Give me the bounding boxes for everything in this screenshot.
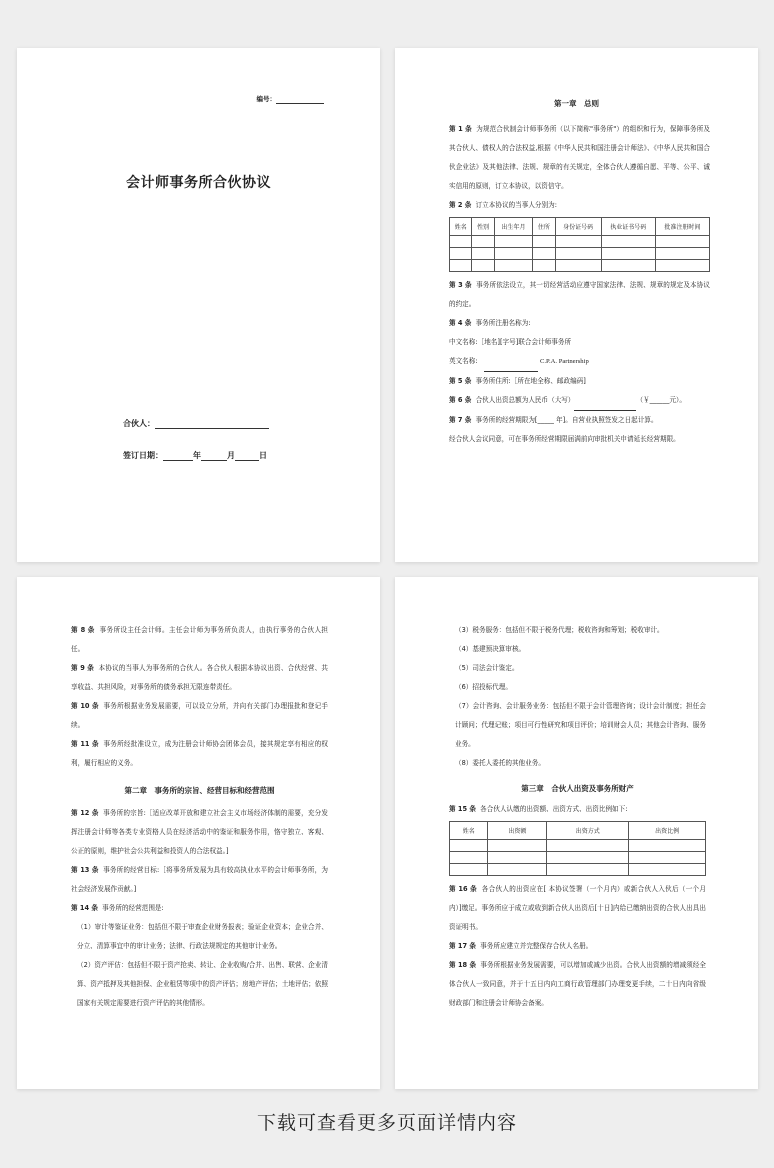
article-7 bbox=[449, 411, 710, 430]
article-text: 事务所经批准设立，成为注册会计师协会团体会员，接其规定享有相应的权利，履行相应的义务。 bbox=[71, 740, 328, 767]
date-label: 签订日期： bbox=[123, 451, 163, 460]
table-row bbox=[450, 260, 710, 272]
number-blank bbox=[276, 95, 324, 104]
scope-item: （3）税务服务：包括但不限于税务代理；税收咨询和筹划；税收审计。 bbox=[455, 626, 664, 634]
article-text-tail: （￥______元）。 bbox=[636, 396, 686, 404]
article-text: 订立本协议的当事人分别为: bbox=[475, 201, 557, 209]
table-row bbox=[450, 248, 710, 260]
table-header-row bbox=[450, 822, 706, 840]
article-13 bbox=[71, 861, 328, 899]
article-12 bbox=[71, 804, 328, 861]
chapter-heading: 第二章 事务所的宗旨、经营目标和经营范围 bbox=[124, 786, 275, 795]
day-blank bbox=[235, 451, 259, 461]
chapter-heading: 第三章 合伙人出资及事务所财产 bbox=[521, 784, 634, 793]
article-7-extension: 经合伙人会议同意，可在事务所经营期限届满前向审批机关申请延长经营期限。 bbox=[449, 435, 680, 443]
scope-item: （7）会计咨询、会计服务业务：包括但不限于会计管理咨询；设计会计制度；担任会计顾问；代理记账；项目可行性研究和项目评价；培训财会人员；其他会计咨询、服务业务。 bbox=[455, 702, 706, 748]
english-name bbox=[449, 352, 710, 372]
column-header: 身份证号码 bbox=[555, 218, 601, 236]
article-text: 事务所的宗旨:［适应改革开放和建立社会主义市场经济体制的需要，充分发挥注册会计师等各类专业资格人员在经济活动中的鉴证和服务作用，恪守独立、客观、公正的原则，维护社会公共利益和投资人的合法权益。] bbox=[71, 809, 328, 855]
column-header: 执业证书号码 bbox=[601, 218, 655, 236]
scope-item: （4）基建预决算审核。 bbox=[455, 645, 526, 653]
page-chapter1 bbox=[395, 48, 758, 562]
page-cover bbox=[17, 48, 380, 562]
article-text: 各合伙人的出资应在[ 本协议签署（一个月内）或新合伙人入伙后（一个月内）]缴足。事务所应于成立或收到新合伙人出资后[十日]内给已缴纳出资的合伙人出具出资证明书。 bbox=[449, 885, 706, 931]
article-number: 第 18 条 bbox=[449, 961, 477, 969]
article-10 bbox=[71, 697, 328, 735]
article-number: 第 1 条 bbox=[449, 125, 472, 133]
article-15 bbox=[449, 800, 706, 819]
column-header: 出资方式 bbox=[547, 822, 629, 840]
article-text: 本协议的当事人为事务所的合伙人。各合伙人根据本协议出资、合伙经营、共享收益、共担风险，对事务所的债务承担无限连带责任。 bbox=[71, 664, 328, 691]
document-title: 会计师事务所合伙协议 bbox=[126, 175, 271, 191]
table-row bbox=[450, 840, 706, 852]
article-number: 第 9 条 bbox=[71, 664, 95, 672]
article-number: 第 5 条 bbox=[449, 377, 472, 385]
article-17 bbox=[449, 937, 706, 956]
amount-blank bbox=[574, 391, 636, 411]
article-6 bbox=[449, 391, 710, 411]
article-5 bbox=[449, 372, 710, 391]
contribution-table bbox=[449, 821, 706, 876]
scope-item: （5）司法会计鉴定。 bbox=[455, 664, 519, 672]
article-number: 第 14 条 bbox=[71, 904, 98, 912]
year-blank bbox=[163, 451, 193, 461]
year-label: 年 bbox=[193, 451, 201, 460]
article-number: 第 10 条 bbox=[71, 702, 99, 710]
article-9 bbox=[71, 659, 328, 697]
column-header: 出生年月 bbox=[494, 218, 532, 236]
article-11 bbox=[71, 735, 328, 773]
article-3 bbox=[449, 276, 710, 314]
table-row bbox=[450, 236, 710, 248]
page-body bbox=[449, 120, 710, 449]
article-text: 事务所应建立并完整保存合伙人名册。 bbox=[480, 942, 593, 950]
month-label: 月 bbox=[227, 451, 235, 460]
month-blank bbox=[201, 451, 227, 461]
page-chapter2 bbox=[17, 577, 380, 1089]
table-row bbox=[450, 864, 706, 876]
article-number: 第 6 条 bbox=[449, 396, 472, 404]
article-text: 事务所注册名称为: bbox=[475, 319, 531, 327]
article-text: 事务所住所:［所在地全称、邮政编码] bbox=[475, 377, 586, 385]
article-text: 各合伙人认缴的出资额、出资方式、出资比例如下: bbox=[480, 805, 628, 813]
partner-label: 合伙人： bbox=[123, 419, 155, 428]
download-more-caption[interactable]: 下载可查看更多页面详情内容 bbox=[256, 1112, 517, 1134]
article-text: 合伙人出资总额为人民币（大写） bbox=[475, 396, 575, 404]
page-body bbox=[71, 621, 328, 1013]
article-2 bbox=[449, 196, 710, 215]
parties-table bbox=[449, 217, 710, 272]
english-name-suffix: C.P.A. Partnership bbox=[540, 358, 589, 365]
article-1 bbox=[449, 120, 710, 196]
article-text: 事务所的经营范围是: bbox=[102, 904, 164, 912]
article-number: 第 13 条 bbox=[71, 866, 99, 874]
scope-item: （6）招投标代理。 bbox=[455, 683, 512, 691]
article-text: 事务所的经营目标:［将事务所发展为具有较高执业水平的会计师事务所，为社会经济发展作贡献。] bbox=[71, 866, 328, 893]
article-number: 第 4 条 bbox=[449, 319, 472, 327]
column-header: 出资比例 bbox=[629, 822, 706, 840]
column-header: 姓名 bbox=[450, 822, 488, 840]
article-number: 第 7 条 bbox=[449, 416, 472, 424]
article-text: 事务所依法设立，其一切经营活动应遵守国家法律、法规、规章的规定及本协议的约定。 bbox=[449, 281, 710, 308]
column-header: 住所 bbox=[533, 218, 555, 236]
document-number bbox=[257, 94, 325, 104]
scope-item: （2）资产评估：包括但不限于资产抢卖、转让、企业收购/合并、出售、联营、企业清算、资产抵押及其他担保、企业租赁等项中的资产评估；房地产评估；土地评估；依照国家有关规定需要进行资产评估的其他情形。 bbox=[77, 961, 328, 1007]
page-chapter3 bbox=[395, 577, 758, 1089]
scope-item: （1）审计等鉴证业务：包括但不限于审查企业财务报表；验证企业资本；企业合并、分立、清算事宜中的审计业务；法律、行政法规规定的其他审计业务。 bbox=[77, 923, 328, 950]
column-header: 姓名 bbox=[450, 218, 472, 236]
article-number: 第 17 条 bbox=[449, 942, 476, 950]
article-14 bbox=[71, 899, 328, 918]
article-4 bbox=[449, 314, 710, 333]
article-number: 第 16 条 bbox=[449, 885, 478, 893]
english-name-label: 英文名称: bbox=[449, 357, 478, 365]
article-18 bbox=[449, 956, 706, 1013]
day-label: 日 bbox=[259, 451, 267, 460]
english-name-blank bbox=[484, 352, 538, 372]
chapter-heading: 第一章 总则 bbox=[554, 99, 599, 108]
chinese-name: 中文名称:［地名][字号]联合会计师事务所 bbox=[449, 338, 572, 346]
column-header: 出资额 bbox=[488, 822, 547, 840]
article-number: 第 3 条 bbox=[449, 281, 472, 289]
number-label: 编号： bbox=[256, 95, 276, 103]
article-number: 第 12 条 bbox=[71, 809, 99, 817]
column-header: 性别 bbox=[472, 218, 494, 236]
partner-line bbox=[123, 418, 269, 429]
signing-date-line bbox=[123, 450, 267, 461]
scope-item: （8）委托人委托的其他业务。 bbox=[455, 759, 545, 767]
article-8 bbox=[71, 621, 328, 659]
table-row bbox=[450, 852, 706, 864]
article-number: 第 8 条 bbox=[71, 626, 95, 634]
article-number: 第 2 条 bbox=[449, 201, 472, 209]
table-header-row bbox=[450, 218, 710, 236]
column-header: 批准注册时间 bbox=[655, 218, 709, 236]
article-16 bbox=[449, 880, 706, 937]
partner-blank bbox=[155, 419, 269, 429]
article-number: 第 11 条 bbox=[71, 740, 99, 748]
article-text: 为规范合伙制会计师事务所（以下简称"事务所"）的组织和行为，保障事务所及其合伙人、债权人的合法权益,根据《中华人民共和国注册会计师法》、《中华人民共和国合伙企业法》及其他法律、法规、规章的有关规定，全体合伙人遵循自愿、平等、公平、诚实信用的原则，订立本协议，以资信守。 bbox=[449, 125, 710, 190]
article-text: 事务所设主任会计师。主任会计师为事务所负责人，由执行事务的合伙人担任。 bbox=[71, 626, 328, 653]
article-text: 事务所根据业务发展需要，可以增加或减少出资。合伙人出资额的增减须经全体合伙人一致同意，并于十五日内向工商行政管理部门办理变更手续，二十日内向省级财政部门和注册会计师协会备案。 bbox=[449, 961, 706, 1007]
article-text: 事务所的经营期限为[_____ 年]。自营业执照签发之日起计算。 bbox=[475, 416, 658, 424]
page-body bbox=[449, 621, 706, 1013]
article-text: 事务所根据业务发展需要，可以设立分所，并向有关部门办理报批和登记手续。 bbox=[71, 702, 328, 729]
article-number: 第 15 条 bbox=[449, 805, 476, 813]
